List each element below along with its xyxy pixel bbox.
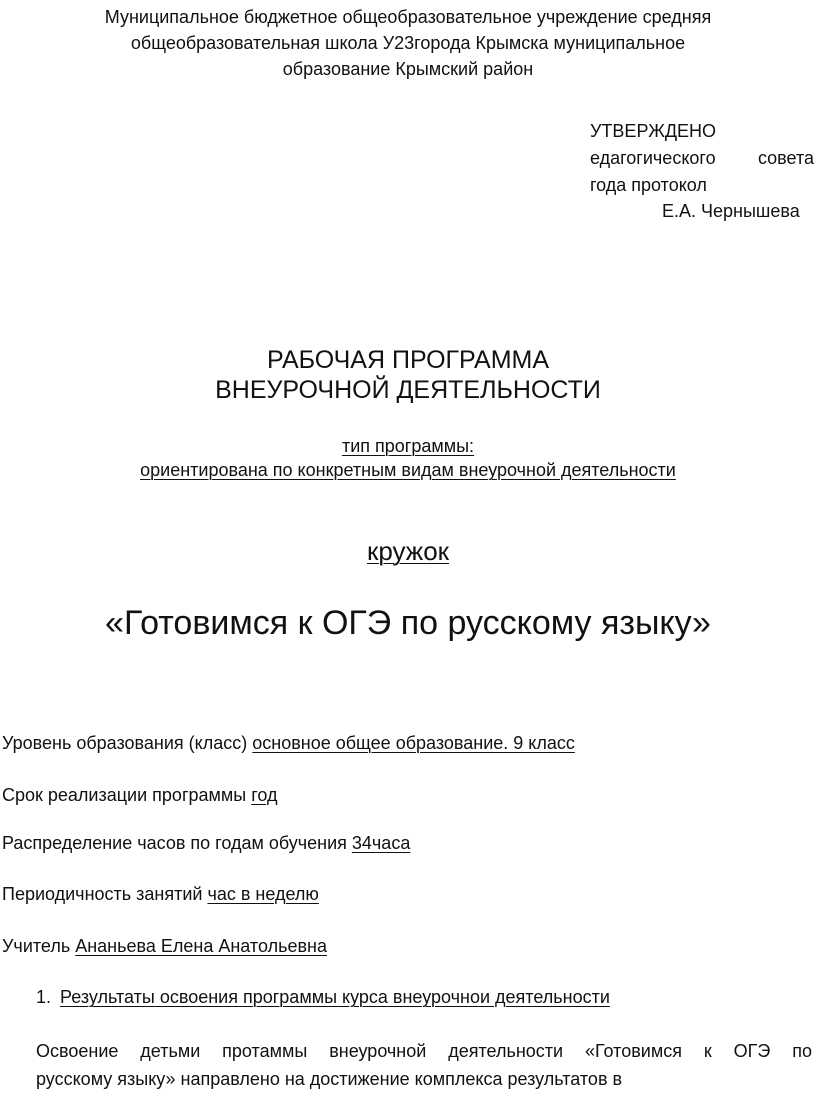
field-frequency: [2, 884, 319, 905]
school-header-line-2: общеобразовательная школа У23города Крымска муниципальное: [130, 33, 686, 53]
intro-paragraph-line-2: русскому языку» направлено на достижение комплекса результатов в: [36, 1069, 623, 1089]
school-header: [0, 4, 816, 82]
field-level-label: Уровень образования (класс): [2, 733, 248, 753]
document-title-line-2: ВНЕУРОЧНОЙ ДЕЯТЕЛЬНОСТИ: [215, 376, 601, 404]
section-1-title: Результаты освоения программы курса внеурочнои деятельности: [60, 987, 610, 1007]
document-title: [0, 345, 816, 405]
field-frequency-value: час в неделю: [207, 884, 319, 904]
approval-label: УТВЕРЖДЕНО: [590, 121, 717, 141]
intro-paragraph-line-1: Освоение детьми протаммы внеурочной деятельности «Готовимся к ОГЭ по: [36, 1041, 812, 1061]
field-teacher-value: Ананьева Елена Анатольевна: [75, 936, 327, 956]
program-type-label: тип программы:: [341, 436, 475, 456]
intro-paragraph: [36, 1037, 812, 1093]
course-name: «Готовимся к ОГЭ по русскому языку»: [105, 604, 711, 642]
section-1-heading: [36, 987, 610, 1008]
activity-kind: кружок: [366, 536, 450, 566]
section-1-number: 1.: [36, 987, 52, 1007]
field-term: [2, 785, 278, 806]
school-header-line-1: Муниципальное бюджетное общеобразовательное учреждение средняя: [104, 7, 712, 27]
field-hours-label: Распределение часов по годам обучения: [2, 833, 347, 853]
approval-signatory: Е.А. Чернышева: [662, 201, 800, 221]
field-frequency-label: Периодичность занятий: [2, 884, 203, 904]
field-term-label: Срок реализации программы: [2, 785, 247, 805]
field-teacher: [2, 936, 327, 957]
approval-council-left: едагогического: [590, 148, 716, 168]
field-teacher-label: Учитель: [2, 936, 71, 956]
field-term-value: год: [251, 785, 278, 805]
document-title-line-1: РАБОЧАЯ ПРОГРАММА: [266, 346, 550, 374]
school-header-line-3: образование Крымский район: [282, 59, 534, 79]
field-hours-value: 34часа: [351, 833, 411, 853]
program-type-value: ориентирована по конкретным видам внеурочной деятельности: [140, 460, 676, 480]
approval-council-right: совета: [757, 148, 814, 168]
field-level-value: основное общее образование. 9 класс: [252, 733, 575, 753]
approval-protocol-line: года протокол: [590, 175, 707, 195]
approval-council-line: [590, 145, 814, 171]
field-level: [2, 733, 575, 754]
field-hours: [2, 833, 410, 854]
activity-kind-wrap: [0, 536, 816, 567]
program-type: [0, 434, 816, 482]
